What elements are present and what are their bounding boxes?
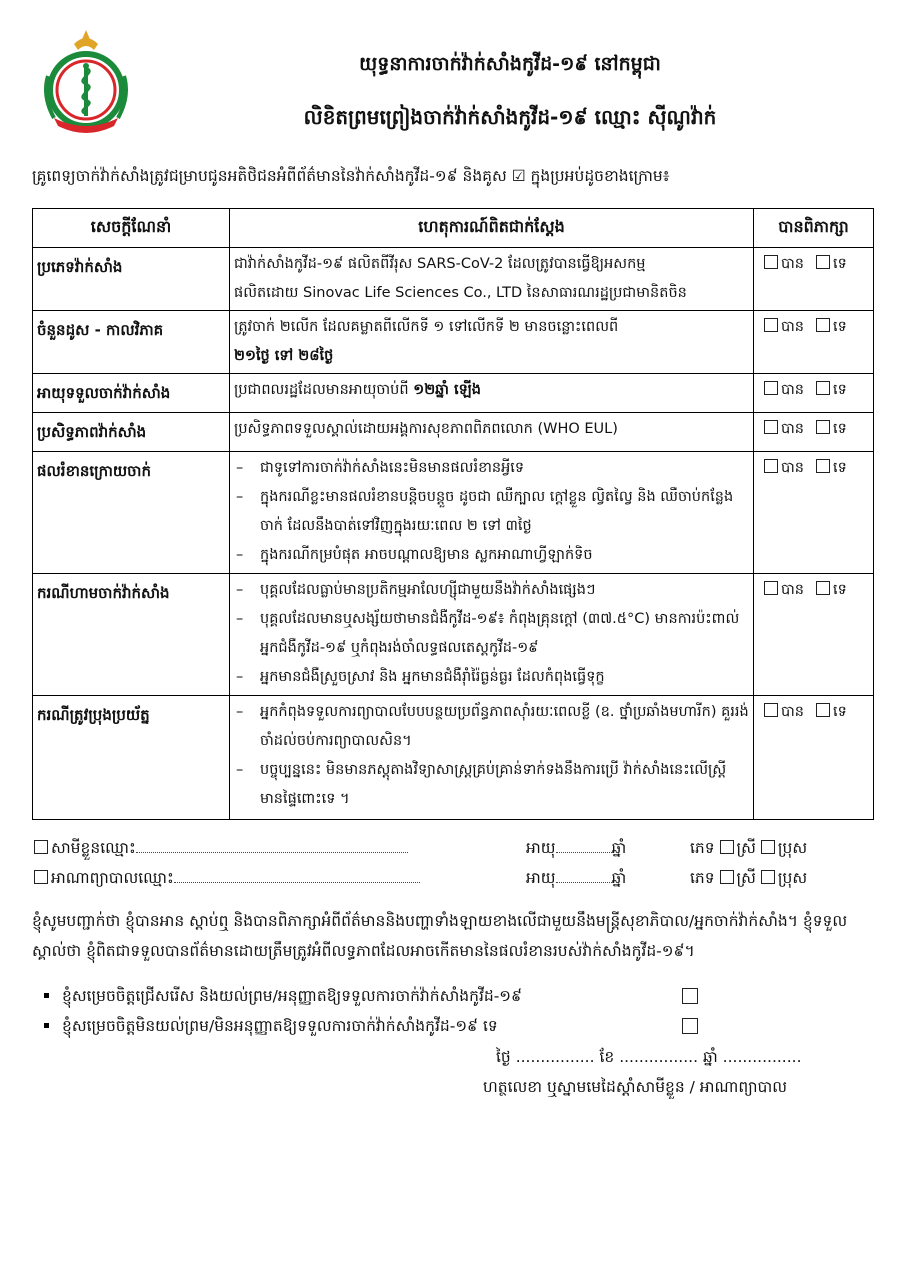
table-row [33, 696, 874, 820]
title-campaign: យុទ្ធនាការចាក់វ៉ាក់សាំងកូវីដ-១៩ នៅកម្ពុជា [359, 53, 661, 75]
no-label: ទេ [833, 460, 847, 476]
no-label: ទេ [833, 382, 847, 398]
discussed-cell [754, 452, 874, 574]
sex-label: ភេទ [690, 839, 715, 857]
day-field[interactable]: ................ [515, 1048, 595, 1066]
yes-label: បាន [781, 382, 805, 398]
discussed-cell [754, 696, 874, 820]
guardian-name-label: អាណាព្យាបាលឈ្មោះ [51, 869, 174, 887]
no-label: ទេ [833, 319, 847, 335]
desc-age-bold: ១២ឆ្នាំ ឡើង [413, 382, 481, 398]
discussed-cell [754, 311, 874, 374]
header-facts: ហេតុការណ៍ពិតជាក់ស្តែង [230, 209, 754, 248]
no-label: ទេ [833, 256, 847, 272]
discussed-no-checkbox[interactable] [816, 420, 830, 434]
years-label: ឆ្នាំ [611, 839, 627, 857]
discussed-no-checkbox[interactable] [816, 581, 830, 595]
confirmation-statement: ខ្ញុំសូមបញ្ជាក់ថា ខ្ញុំបានអាន ស្តាប់ឮ និងបានពិភាក្សាអំពីព័ត៌មាននិងបញ្ហាទាំងឡាយខាងលើជាមួយនឹងមន្ត្រីសុខាភិបាល/អ្នកចាក់វ៉ាក់សាំង។ ខ្ញុំទទួលស្គាល់ថា ខ្ញុំពិតជាទទួលបានព័ត៌មានដោយត្រឹមត្រូវអំពីលទ្ធភាពដែលអាចកើតមាននៃផលរំខានរបស់វ៉ាក់សាំងកូវីដ-១៩។ [32, 912, 848, 960]
bullet-item: – បុគ្គលដែលធ្លាប់មានប្រតិកម្មអាលែហ្ស៊ីជាមួយនឹងវ៉ាក់សាំងផ្សេងៗ [234, 576, 749, 605]
discussed-yes-checkbox[interactable] [764, 703, 778, 717]
yes-label: បាន [781, 460, 805, 476]
row-desc [230, 696, 754, 820]
intro-instruction: គ្រូពេទ្យចាក់វ៉ាក់សាំងត្រូវជម្រាបជូនអតិថិជនអំពីព័ត៌មាននៃវ៉ាក់សាំងកូវីដ-១៩ និងគូស ☑ ក្នុងប្រអប់ដូចខាងក្រោម៖ [32, 167, 670, 185]
desc-line: ២១ថ្ងៃ ទៅ ២៨ថ្ងៃ [234, 348, 334, 364]
table-row [33, 374, 874, 413]
discussed-yes-checkbox[interactable] [764, 581, 778, 595]
male-label: ប្រុស [777, 869, 808, 887]
bullet-item: – ក្នុងករណីខ្លះមានផលរំខានបន្តិចបន្តួច ដូចជា ឈឺក្បាល ក្តៅខ្លួន ល្វិតល្វៃ និង ឈឺចាប់កន្លែងចាក់ ដែលនឹងបាត់ទៅវិញក្នុងរយៈពេល ២ ទៅ ៣ថ្ងៃ [234, 483, 749, 541]
guardian-checkbox[interactable] [34, 870, 48, 884]
female-label: ស្រី [736, 869, 756, 887]
row-desc [230, 311, 754, 374]
signature-caption: ហត្ថលេខា ឬស្នាមមេដៃស្តាំសាមីខ្លួន / អាណាព្យាបាល [483, 1078, 788, 1096]
no-label: ទេ [833, 582, 847, 598]
table-row [33, 413, 874, 452]
self-name-label: សាមីខ្លួនឈ្មោះ [51, 839, 136, 857]
female-label: ស្រី [736, 839, 756, 857]
years-label: ឆ្នាំ [611, 869, 627, 887]
guardian-female-checkbox[interactable] [720, 870, 734, 884]
year-field[interactable]: ................ [722, 1048, 802, 1066]
row-label-side-effects: ផលរំខានក្រោយចាក់ [33, 452, 230, 574]
discussed-yes-checkbox[interactable] [764, 459, 778, 473]
self-age-field[interactable] [556, 838, 612, 853]
date-line [496, 1047, 802, 1070]
row-label-eligible-age: អាយុទទួលចាក់វ៉ាក់សាំង [33, 374, 230, 413]
yes-label: បាន [781, 704, 805, 720]
self-male-checkbox[interactable] [761, 840, 775, 854]
self-name-field[interactable] [136, 838, 408, 853]
row-label-vaccine-type: ប្រភេទវ៉ាក់សាំង [33, 248, 230, 311]
discussed-yes-checkbox[interactable] [764, 381, 778, 395]
discussed-yes-checkbox[interactable] [764, 318, 778, 332]
bullet-item: – ក្នុងករណីកម្របំផុត អាចបណ្តាលឱ្យមាន ស្លកអាណាហ្វីឡាក់ទិច [234, 541, 749, 570]
discussed-cell [754, 574, 874, 696]
row-label-efficacy: ប្រសិទ្ធភាពវ៉ាក់សាំង [33, 413, 230, 452]
row-label-precautions: ករណីត្រូវប្រុងប្រយ័ត្ន [33, 696, 230, 820]
table-row [33, 452, 874, 574]
bullet-item: – ជាទូទៅការចាក់វ៉ាក់សាំងនេះមិនមានផលរំខានអ្វីទេ [234, 454, 749, 483]
discussed-no-checkbox[interactable] [816, 318, 830, 332]
yes-label: បាន [781, 319, 805, 335]
year-label: ឆ្នាំ [702, 1048, 718, 1066]
title-consent: លិខិតព្រមព្រៀងចាក់វ៉ាក់សាំងកូវីដ-១៩ ឈ្មោះ ស៊ីណូវ៉ាក់ [303, 105, 717, 129]
discussed-no-checkbox[interactable] [816, 255, 830, 269]
table-row [33, 248, 874, 311]
discussed-cell [754, 248, 874, 311]
decline-checkbox[interactable] [682, 1018, 698, 1034]
option-decline-label: ខ្ញុំសម្រេចចិត្តមិនយល់ព្រម/មិនអនុញ្ញាតឱ្យទទួលការចាក់វ៉ាក់សាំងកូវីដ-១៩ ទេ [62, 1017, 498, 1035]
row-label-contraindications: ករណីហាមចាក់វ៉ាក់សាំង [33, 574, 230, 696]
row-desc [230, 248, 754, 311]
yes-label: បាន [781, 582, 805, 598]
table-row [33, 311, 874, 374]
table-row [33, 574, 874, 696]
vaccine-info-table [32, 208, 874, 820]
guardian-male-checkbox[interactable] [761, 870, 775, 884]
no-label: ទេ [833, 421, 847, 437]
option-consent-label: ខ្ញុំសម្រេចចិត្តជ្រើសរើស និងយល់ព្រម/អនុញ្ញាតឱ្យទទួលការចាក់វ៉ាក់សាំងកូវីដ-១៩ [62, 987, 523, 1005]
bullet-icon [44, 1023, 49, 1028]
month-label: ខែ [599, 1048, 615, 1066]
option-consent [62, 986, 522, 1009]
bullet-item: – បុគ្គលដែលមានឬសង្ស័យថាមានជំងឺកូវីដ-១៩៖ កំពុងគ្រុនក្តៅ (៣៧.៥°C) មានការប៉ះពាល់អ្នកជំងឺកូវីដ-១៩ ឬកំពុងរង់ចាំលទ្ធផលតេស្តកូវីដ-១៩ [234, 605, 749, 663]
age-label: អាយុ [526, 839, 556, 857]
guardian-age-field[interactable] [556, 868, 612, 883]
yes-label: បាន [781, 421, 805, 437]
discussed-no-checkbox[interactable] [816, 703, 830, 717]
header-discussed: បានពិភាក្សា [754, 209, 874, 248]
desc-text: ប្រជាពលរដ្ឋដែលមានអាយុចាប់ពី [234, 382, 414, 398]
row-desc [230, 374, 754, 413]
bullet-icon [44, 993, 49, 998]
no-label: ទេ [833, 704, 847, 720]
male-label: ប្រុស [777, 839, 808, 857]
self-female-checkbox[interactable] [720, 840, 734, 854]
header-guidance: សេចក្តីណែនាំ [33, 209, 230, 248]
row-label-doses-schedule: ចំនួនដូស - កាលវិភាគ [33, 311, 230, 374]
table-header-row [33, 209, 874, 248]
row-desc [230, 452, 754, 574]
discussed-yes-checkbox[interactable] [764, 420, 778, 434]
bullet-item: – អ្នកមានជំងឺស្រួចស្រាវ និង អ្នកមានជំងឺរ៉ាំរ៉ៃធ្ងន់ធ្ងរ ដែលកំពុងធ្វើទុក្ខ [234, 663, 749, 692]
month-field[interactable]: ................ [619, 1048, 699, 1066]
desc-line: ជាវ៉ាក់សាំងកូវីដ-១៩ ផលិតពីវីរុស SARS-CoV-2 ដែលត្រូវបានធ្វើឱ្យអសកម្ម [234, 256, 646, 272]
discussed-cell [754, 374, 874, 413]
consent-checkbox[interactable] [682, 988, 698, 1004]
discussed-no-checkbox[interactable] [816, 381, 830, 395]
option-decline [62, 1016, 498, 1039]
row-desc: ប្រសិទ្ធភាពទទួលស្គាល់ដោយអង្គការសុខភាពពិភពលោក (WHO EUL) [230, 413, 754, 452]
discussed-no-checkbox[interactable] [816, 459, 830, 473]
day-label: ថ្ងៃ [496, 1048, 511, 1066]
self-checkbox[interactable] [34, 840, 48, 854]
guardian-name-field[interactable] [174, 868, 420, 883]
yes-label: បាន [781, 256, 805, 272]
sex-label: ភេទ [690, 869, 715, 887]
discussed-cell [754, 413, 874, 452]
desc-line: ត្រូវចាក់ ២លើក ដែលគម្លាតពីលើកទី ១ ទៅលើកទី ២ មានចន្លោះពេលពី [234, 319, 619, 335]
discussed-yes-checkbox[interactable] [764, 255, 778, 269]
ministry-of-health-emblem-icon [40, 26, 132, 138]
bullet-item: – បច្ចុប្បន្ននេះ មិនមានភស្តុតាងវិទ្យាសាស្ត្រគ្រប់គ្រាន់ទាក់ទងនឹងការប្រើ វ៉ាក់សាំងនេះលើស្ត្រីមានផ្ទៃពោះទេ ។ [234, 756, 749, 814]
bullet-item: – អ្នកកំពុងទទួលការព្យាបាលបែបបន្ថយប្រព័ន្ធភាពស៊ាំរយៈពេលខ្លី (ឧ. ថ្នាំប្រឆាំងមហារីក) គួររង់ចាំដល់ចប់ការព្យាបាលសិន។ [234, 698, 749, 756]
desc-line: ផលិតដោយ Sinovac Life Sciences Co., LTD នៃសាធារណរដ្ឋប្រជាមានិតចិន [234, 285, 687, 301]
row-desc [230, 574, 754, 696]
age-label: អាយុ [526, 869, 556, 887]
